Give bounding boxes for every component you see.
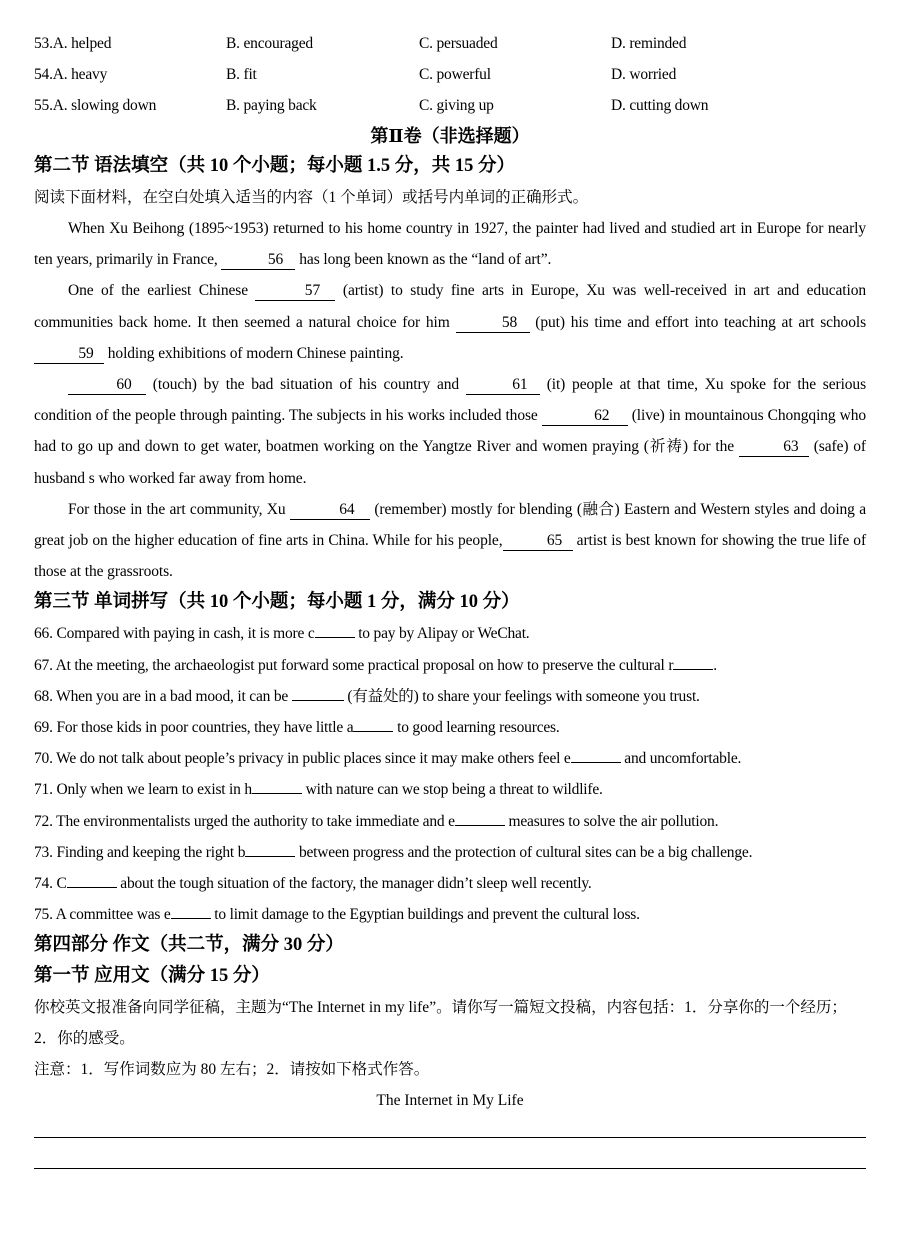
answer-blank[interactable]: [171, 904, 211, 919]
grammar-passage: [34, 213, 866, 587]
blank-57[interactable]: 57: [255, 282, 335, 301]
spelling-item-67: 67. At the meeting, the archaeologist put forward some practical proposal on how to preserve the cultural r .: [34, 656, 717, 674]
spelling-items: [34, 618, 866, 930]
writing-note: 注意：1．写作词数应为 80 左右；2．请按如下格式作答。: [34, 1061, 430, 1079]
blank-65[interactable]: 65: [503, 532, 573, 551]
spelling-item-72: 72. The environmentalists urged the authority to take immediate and e measures to solve the air pollution.: [34, 812, 719, 830]
spelling-item-71: 71. Only when we learn to exist in h with nature can we stop being a threat to wildlife.: [34, 781, 603, 799]
choice-row-54: [34, 59, 866, 90]
passage-paragraph-4: For those in the art community, Xu 64 (remember) mostly for blending (融合) Eastern and Western styles and doing a great job on the higher education of fine arts in China. While for his people, 65 artist is best known for showing the true life of those at the grassroots.: [34, 500, 867, 581]
exam-page: [34, 28, 866, 1169]
blank-62[interactable]: 62: [542, 407, 628, 426]
part-4-section-1-title: 第一节 应用文（满分 15 分）: [34, 966, 270, 987]
spelling-item-73: 73. Finding and keeping the right b between progress and the protection of cultural sites can be a big challenge.: [34, 843, 753, 861]
answer-blank[interactable]: [245, 842, 295, 857]
choice-list: [34, 28, 866, 121]
essay-title: The Internet in My Life: [376, 1092, 524, 1110]
part-4-title: 第四部分 作文（共二节，满分 30 分）: [34, 935, 344, 956]
spelling-item-74: 74. C about the tough situation of the factory, the manager didn’t sleep well recently.: [34, 875, 592, 893]
passage-paragraph-1: When Xu Beihong (1895~1953) returned to his home country in 1927, the painter had lived and studied art in Europe for nearly ten years, primarily in France, 56 has long been known as the “land of art”.: [34, 220, 866, 269]
answer-blank[interactable]: [455, 811, 505, 826]
option-text: A. helped: [52, 34, 112, 52]
option-text: A. slowing down: [52, 96, 157, 114]
volume-title: 第Ⅱ卷（非选择题）: [370, 126, 530, 146]
passage-paragraph-2: One of the earliest Chinese 57 (artist) to study fine arts in Europe, Xu was well-received in art and education communities back home. It then seemed a natural choice for him 58 (put) his time and effort into teaching at art schools 59 holding exhibitions of modern Chinese painting.: [34, 282, 866, 362]
option-b: B. fit: [226, 65, 257, 83]
blank-63[interactable]: 63: [739, 438, 809, 457]
choice-row-53: [34, 28, 866, 59]
answer-blank[interactable]: [292, 686, 344, 701]
spelling-item-70: 70. We do not talk about people’s privacy in public places since it may make others feel e and uncomfortable.: [34, 750, 742, 768]
spelling-item-68: 68. When you are in a bad mood, it can be (有益处的) to share your feelings with someone you trust.: [34, 687, 700, 705]
option-a: 55.A. slowing down: [34, 96, 157, 114]
section-2-instruction: 阅读下面材料，在空白处填入适当的内容（1 个单词）或括号内单词的正确形式。: [34, 189, 589, 206]
option-c: C. giving up: [419, 96, 494, 114]
option-d: D. reminded: [611, 34, 687, 52]
section-2-title: 第二节 语法填空（共 10 个小题；每小题 1.5 分，共 15 分）: [34, 156, 516, 176]
option-a: 53.A. helped: [34, 34, 112, 52]
answer-blank[interactable]: [252, 779, 302, 794]
option-b: B. paying back: [226, 96, 317, 114]
answer-blank[interactable]: [673, 655, 713, 670]
answer-line[interactable]: [34, 1168, 866, 1169]
option-text: A. heavy: [52, 65, 108, 83]
blank-64[interactable]: 64: [290, 501, 370, 520]
blank-60[interactable]: 60: [68, 376, 146, 395]
answer-blank[interactable]: [353, 717, 393, 732]
answer-blank[interactable]: [315, 623, 355, 638]
writing-prompt: 你校英文报准备向同学征稿，主题为“The Internet in my life”。请你写一篇短文投稿，内容包括：1．分享你的一个经历；2．你的感受。: [34, 999, 847, 1048]
spelling-item-75: 75. A committee was e to limit damage to the Egyptian buildings and prevent the cultural loss.: [34, 906, 640, 924]
section-3-title: 第三节 单词拼写（共 10 个小题；每小题 1 分，满分 10 分）: [34, 592, 520, 613]
blank-58[interactable]: 58: [456, 314, 530, 333]
writing-instructions: [34, 992, 866, 1085]
choice-row-55: [34, 90, 866, 121]
spelling-item-66: 66. Compared with paying in cash, it is more c to pay by Alipay or WeChat.: [34, 625, 530, 643]
blank-56[interactable]: 56: [221, 251, 295, 270]
option-d: D. worried: [611, 65, 677, 83]
passage-paragraph-3: 60 (touch) by the bad situation of his country and 61 (it) people at that time, Xu spoke for the serious condition of the people through painting. The subjects in his works included those 62 (live) in mountainous Chongqing who had to go up and down to get water, boatmen working on the Yangtze River and women praying (祈祷) for the 63 (safe) of husband s who worked far away from home.: [34, 376, 867, 487]
answer-blank[interactable]: [67, 873, 117, 888]
option-d: D. cutting down: [611, 96, 709, 114]
option-c: C. powerful: [419, 65, 491, 83]
blank-61[interactable]: 61: [466, 376, 540, 395]
spelling-item-69: 69. For those kids in poor countries, they have little a to good learning resources.: [34, 719, 560, 737]
answer-line[interactable]: [34, 1137, 866, 1138]
option-a: 54.A. heavy: [34, 65, 108, 83]
option-b: B. encouraged: [226, 34, 313, 52]
answer-blank[interactable]: [571, 748, 621, 763]
option-c: C. persuaded: [419, 34, 498, 52]
blank-59[interactable]: 59: [34, 345, 104, 364]
